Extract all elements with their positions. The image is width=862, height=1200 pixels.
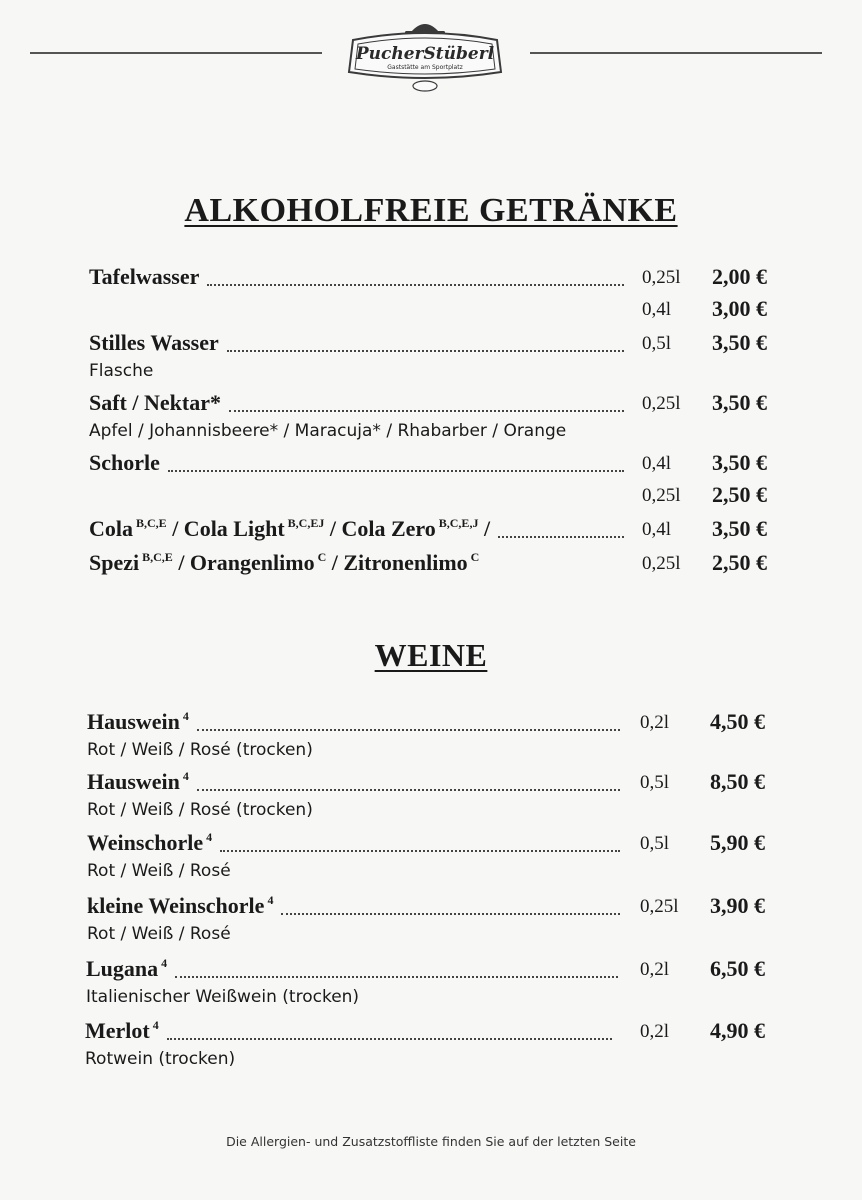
allergen-code: C [317, 550, 327, 564]
item-name-text: Merlot [85, 1018, 150, 1043]
dot-leader [168, 470, 624, 472]
item-name [87, 769, 189, 795]
allergen-code: C [470, 550, 480, 564]
item-price: 2,50 € [712, 550, 767, 575]
item-volume: 0,4l [642, 519, 672, 540]
item-name-text: Stilles Wasser [89, 330, 219, 355]
item-name-part: / Zitronenlimo [326, 550, 468, 575]
menu-item [0, 516, 862, 546]
item-price: 5,90 € [710, 830, 765, 855]
item-volume: 0,2l [640, 712, 670, 733]
item-volume: 0,5l [640, 833, 670, 854]
item-price: 8,50 € [710, 769, 765, 794]
dot-leader [227, 350, 624, 352]
dot-leader [281, 913, 620, 915]
item-description: Apfel / Johannisbeere* / Maracuja* / Rhabarber / Orange [89, 421, 567, 441]
item-volume: 0,4l [642, 453, 672, 474]
item-name [89, 264, 199, 290]
item-price: 3,50 € [712, 516, 767, 541]
menu-item [0, 893, 862, 923]
dot-leader [207, 284, 624, 286]
item-name-part: Cola [89, 516, 133, 541]
item-price: 3,50 € [712, 390, 767, 415]
item-name [86, 956, 167, 982]
item-price: 3,00 € [712, 296, 767, 321]
item-name-text: Hauswein [87, 769, 180, 794]
additive-code: 4 [152, 1018, 159, 1032]
allergen-code: B,C,E [142, 550, 173, 564]
dot-leader [175, 976, 618, 978]
allergen-footnote: Die Allergien- und Zusatzstoffliste finden Sie auf der letzten Seite [226, 1134, 636, 1149]
item-description: Italienischer Weißwein (trocken) [86, 987, 360, 1007]
additive-code: 4 [161, 956, 168, 970]
item-name-text: Saft / Nektar* [89, 390, 221, 415]
section-title-weine: WEINE [374, 637, 488, 673]
allergen-code: B,C,EJ [287, 516, 325, 530]
item-name-text: kleine Weinschorle [87, 893, 265, 918]
item-name-part: Spezi [89, 550, 140, 575]
menu-item [0, 390, 862, 420]
dot-leader [197, 729, 620, 731]
item-name [89, 390, 221, 416]
menu-item [0, 264, 862, 294]
item-description: Rot / Weiß / Rosé (trocken) [87, 740, 313, 760]
item-name [85, 1018, 159, 1044]
menu-item [0, 482, 862, 512]
item-name-text: Tafelwasser [89, 264, 200, 289]
item-name-text: Weinschorle [87, 830, 204, 855]
menu-item [0, 550, 862, 580]
item-price: 4,50 € [710, 709, 765, 734]
item-price: 3,50 € [712, 450, 767, 475]
item-description: Rot / Weiß / Rosé [87, 924, 231, 944]
item-volume: 0,25l [642, 485, 681, 506]
allergen-code: B,C,E [136, 516, 167, 530]
item-description: Rot / Weiß / Rosé (trocken) [87, 800, 313, 820]
item-name-part: / Cola Zero [324, 516, 436, 541]
header-rule-right [530, 52, 822, 54]
item-price: 2,50 € [712, 482, 767, 507]
menu-item [0, 830, 862, 860]
menu-item [0, 956, 862, 986]
item-volume: 0,25l [642, 267, 681, 288]
item-volume: 0,2l [640, 959, 670, 980]
item-name [87, 709, 189, 735]
item-name-text: Hauswein [87, 709, 180, 734]
item-volume: 0,4l [642, 299, 672, 320]
item-volume: 0,25l [640, 896, 679, 917]
item-name [89, 550, 479, 576]
item-description: Rotwein (trocken) [85, 1049, 236, 1069]
item-name-text: Lugana [86, 956, 159, 981]
item-name-part: / [478, 516, 491, 541]
item-description: Rot / Weiß / Rosé [87, 861, 231, 881]
menu-item [0, 1018, 862, 1048]
item-price: 2,00 € [712, 264, 767, 289]
menu-item [0, 330, 862, 360]
dot-leader [220, 850, 620, 852]
item-volume: 0,5l [640, 772, 670, 793]
header-rule-left [30, 52, 322, 54]
dot-leader [167, 1038, 612, 1040]
item-name [89, 330, 219, 356]
item-price: 3,50 € [712, 330, 767, 355]
item-name [89, 516, 490, 542]
restaurant-logo [343, 18, 507, 98]
item-name-part: / Cola Light [166, 516, 285, 541]
item-description: Flasche [89, 361, 154, 381]
item-name-part: / Orangenlimo [172, 550, 315, 575]
item-name [89, 450, 160, 476]
additive-code: 4 [206, 830, 213, 844]
item-name [87, 893, 273, 919]
additive-code: 4 [267, 893, 274, 907]
item-price: 3,90 € [710, 893, 765, 918]
item-name [87, 830, 212, 856]
item-volume: 0,25l [642, 553, 681, 574]
menu-item [0, 769, 862, 799]
item-name-text: Schorle [89, 450, 160, 475]
logo-name: PucherStüberl [355, 44, 495, 64]
dot-leader [197, 789, 620, 791]
section-title-alkoholfrei: ALKOHOLFREIE GETRÄNKE [184, 192, 678, 229]
item-volume: 0,5l [642, 333, 672, 354]
item-price: 4,90 € [710, 1018, 765, 1043]
item-price: 6,50 € [710, 956, 765, 981]
additive-code: 4 [182, 769, 189, 783]
menu-item [0, 296, 862, 326]
dot-leader [498, 536, 624, 538]
dot-leader [229, 410, 624, 412]
menu-item [0, 450, 862, 480]
item-volume: 0,25l [642, 393, 681, 414]
additive-code: 4 [182, 709, 189, 723]
logo-tagline: Gaststätte am Sportplatz [387, 64, 463, 71]
allergen-code: B,C,E,J [438, 516, 479, 530]
item-volume: 0,2l [640, 1021, 670, 1042]
menu-item [0, 709, 862, 739]
